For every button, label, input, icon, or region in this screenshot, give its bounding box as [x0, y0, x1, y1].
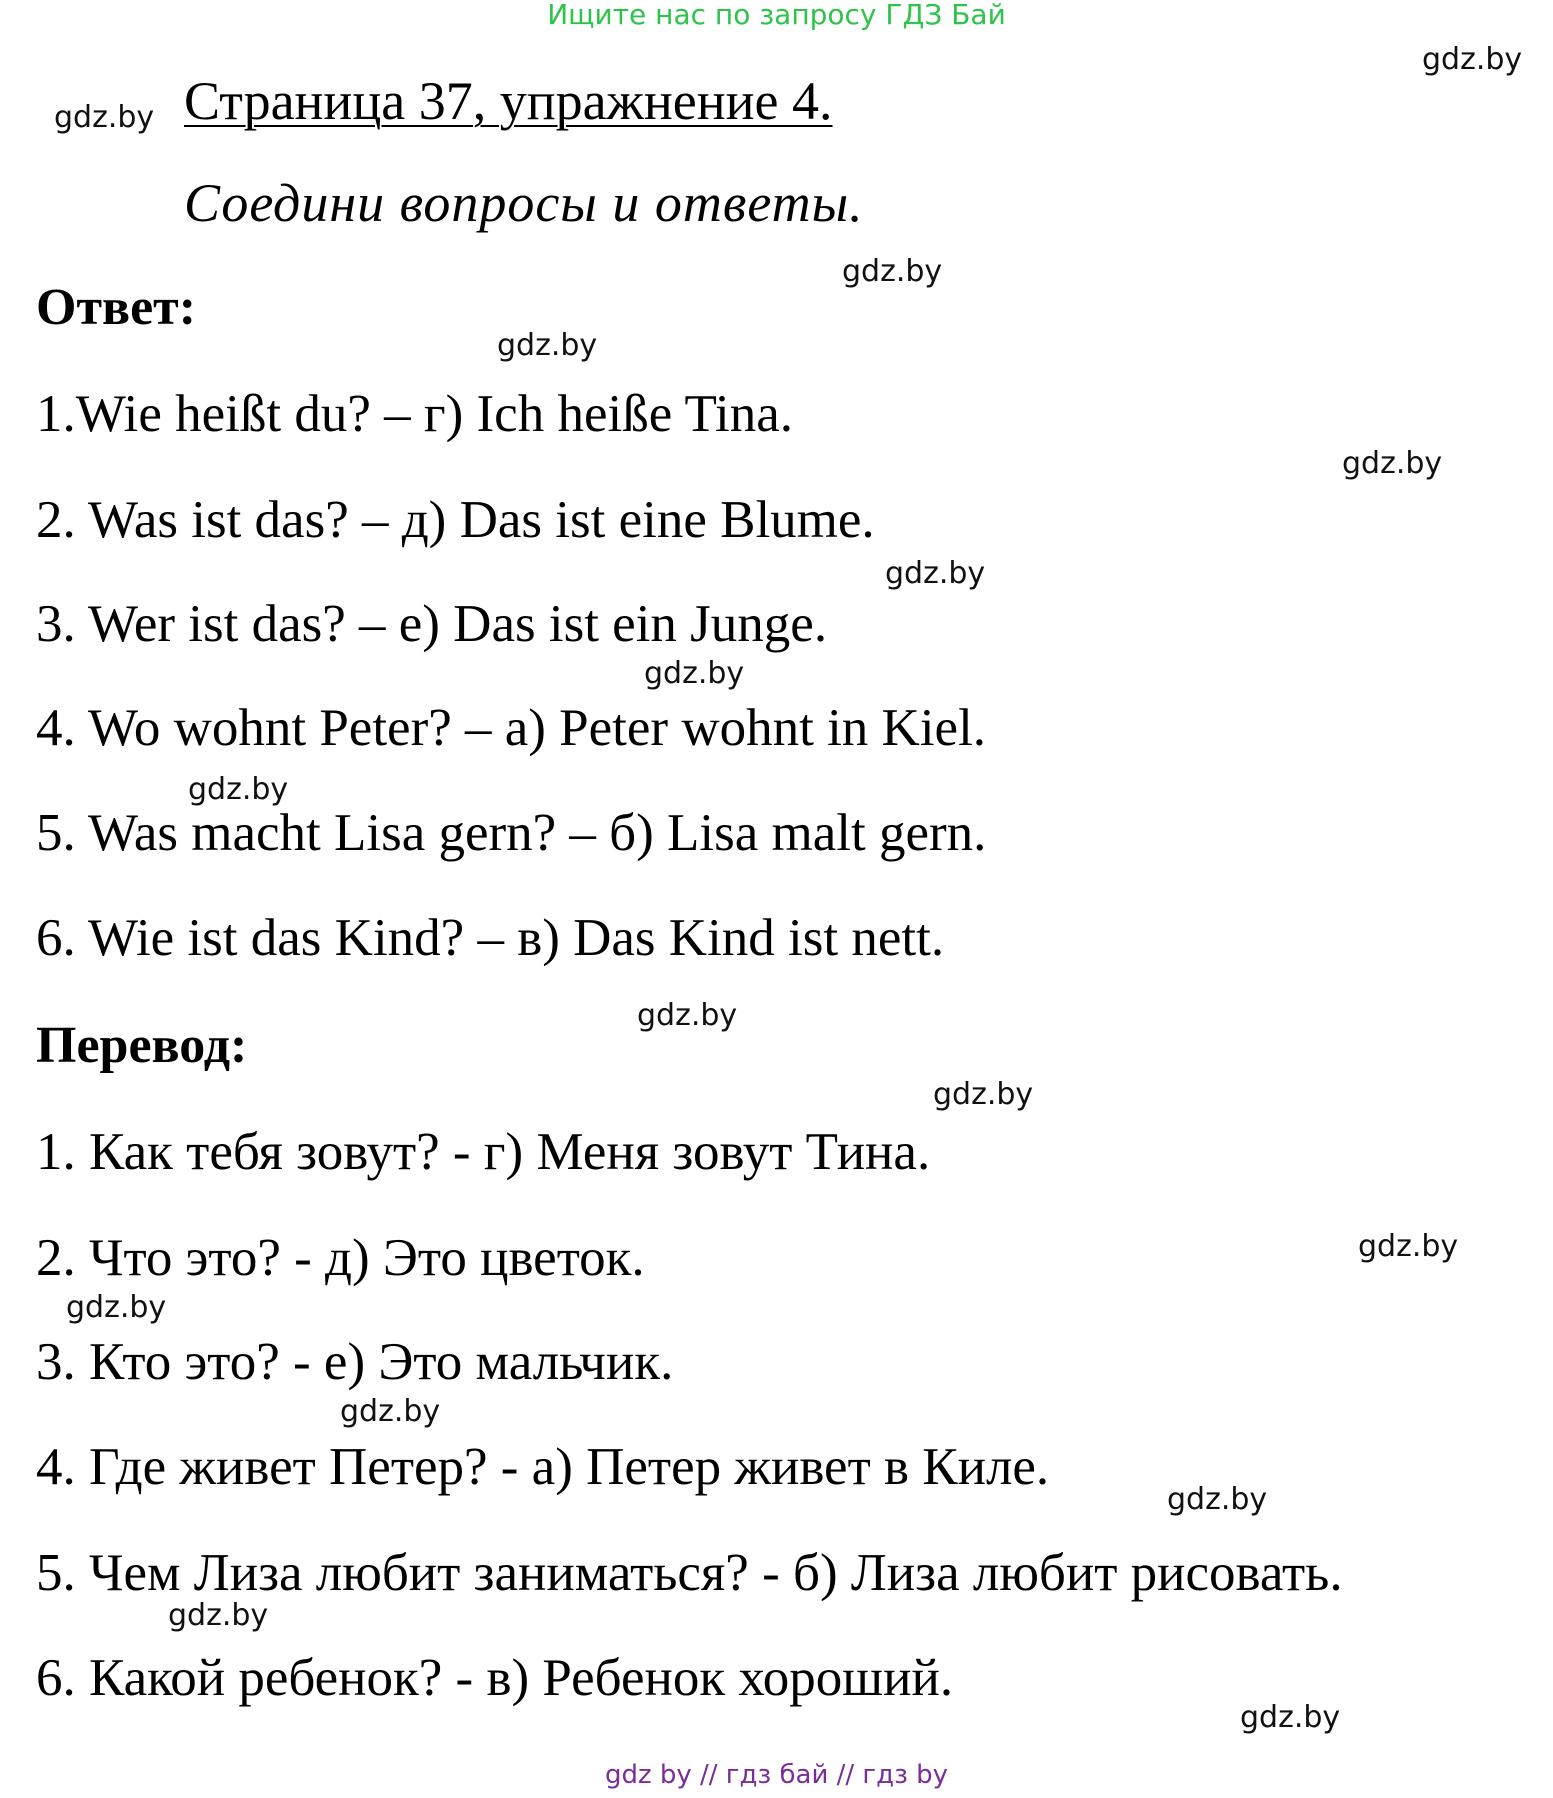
watermark: gdz.by: [1167, 1482, 1268, 1517]
answer-heading: Ответ:: [36, 279, 197, 336]
translation-line: 1. Как тебя зовут? - г) Меня зовут Тина.: [36, 1123, 931, 1181]
watermark: gdz.by: [188, 772, 289, 807]
watermark: gdz.by: [842, 254, 943, 289]
watermark: gdz.by: [644, 656, 745, 691]
watermark: gdz.by: [168, 1598, 269, 1633]
watermark: gdz.by: [497, 328, 598, 363]
watermark: gdz.by: [340, 1394, 441, 1429]
watermark: gdz.by: [637, 998, 738, 1033]
translation-heading: Перевод:: [36, 1017, 248, 1074]
translation-line: 3. Кто это? - е) Это мальчик.: [36, 1333, 674, 1391]
answer-line: 3. Wer ist das? – е) Das ist ein Junge.: [36, 595, 828, 653]
translation-line: 5. Чем Лиза любит заниматься? - б) Лиза любит рисовать.: [36, 1544, 1343, 1602]
answer-line: 4. Wo wohnt Peter? – а) Peter wohnt in Kiel.: [36, 699, 987, 757]
page-title: Страница 37, упражнение 4.: [184, 71, 833, 131]
answer-line: 6. Wie ist das Kind? – в) Das Kind ist nett.: [36, 909, 945, 967]
watermark: gdz.by: [1240, 1700, 1341, 1735]
translation-line: 4. Где живет Петер? - а) Петер живет в Киле.: [36, 1438, 1050, 1496]
translation-line: 2. Что это? - д) Это цветок.: [36, 1229, 645, 1287]
watermark: gdz.by: [66, 1290, 167, 1325]
footer-links: gdz by // гдз бай // гдз by: [604, 1760, 949, 1790]
watermark: gdz.by: [933, 1077, 1034, 1112]
answer-line: 2. Was ist das? – д) Das ist eine Blume.: [36, 491, 875, 549]
watermark: gdz.by: [885, 556, 986, 591]
watermark: gdz.by: [1342, 446, 1443, 481]
top-banner: Ищите нас по запросу ГДЗ Бай: [547, 0, 1006, 31]
watermark: gdz.by: [1358, 1229, 1459, 1264]
watermark: gdz.by: [1422, 42, 1523, 77]
answer-line: 1.Wie heißt du? – г) Ich heiße Tina.: [36, 385, 794, 443]
watermark: gdz.by: [54, 100, 155, 135]
answer-line: 5. Was macht Lisa gern? – б) Lisa malt gern.: [36, 804, 987, 862]
translation-line: 6. Какой ребенок? - в) Ребенок хороший.: [36, 1649, 954, 1707]
exercise-instruction: Соедини вопросы и ответы.: [184, 173, 864, 233]
